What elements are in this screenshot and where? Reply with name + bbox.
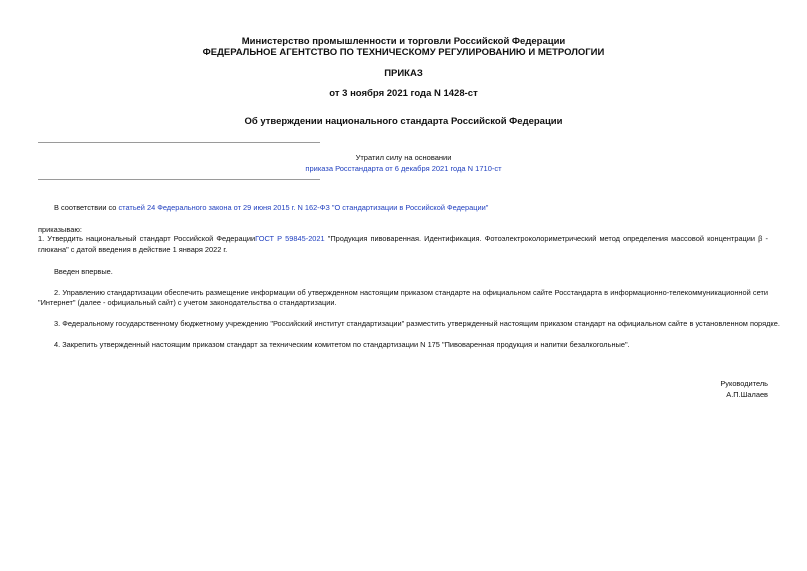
beta-symbol: β [758, 234, 763, 243]
ministry-heading: Министерство промышленности и торговли Российской Федерации [241, 36, 566, 47]
agency-heading: ФЕДЕРАЛЬНОЕ АГЕНТСТВО ПО ТЕХНИЧЕСКОМУ РЕГУЛИРОВАНИЮ И МЕТРОЛОГИИ [202, 47, 605, 58]
item2-line2: "Интернет" (далее - официальный сайт) с учетом законодательства о стандартизации. [38, 298, 337, 307]
introduced-note: Введен впервые. [54, 267, 113, 276]
item2-line1: 2. Управлению стандартизации обеспечить размещение информации об утвержденном настоящим приказом стандарте на официальном сайте Росстандарта в информационно-телекоммуникационной сети [54, 288, 768, 297]
order-word: приказываю: [38, 225, 82, 234]
item1-suffix: "Продукция пивоваренная. Идентификация. Фотоэлектроколориметрический метод определения массовой концентрации [327, 234, 756, 243]
document-title: Об утверждении национального стандарта Российской Федерации [244, 116, 563, 127]
item3-paragraph: 3. Федеральному государственному бюджетному учреждению "Российский институт стандартизации" разместить утвержденный настоящим приказом стандарт на официальном сайте в установленном порядке. [54, 319, 780, 328]
document-date-number: от 3 ноября 2021 года N 1428-ст [329, 88, 478, 99]
gost-link[interactable]: ГОСТ Р 59845-2021 [255, 234, 325, 243]
item1-prefix: 1. Утвердить национальный стандарт Российской Федерации [38, 234, 256, 243]
separator-top [38, 142, 320, 143]
item1-dash: - [765, 234, 768, 243]
status-note-text: Утратил силу на основании [355, 153, 452, 162]
signatory-name: А.П.Шалаев [726, 390, 768, 399]
status-note-line [0, 163, 807, 174]
item1-line1 [38, 233, 768, 244]
repeal-order-link[interactable]: приказа Росстандарта от 6 декабря 2021 года N 1710-ст [305, 164, 502, 173]
item1-line2: глюкана" с датой введения в действие 1 января 2022 г. [38, 245, 228, 254]
intro-paragraph [54, 202, 488, 213]
item4-paragraph: 4. Закрепить утвержденный настоящим приказом стандарт за техническим комитетом по стандартизации N 175 "Пивоваренная продукция и напитки безалкогольные". [54, 340, 630, 349]
signatory-position: Руководитель [720, 379, 768, 388]
document-type: ПРИКАЗ [384, 68, 423, 79]
federal-law-link[interactable]: статьей 24 Федерального закона от 29 июня 2015 г. N 162-ФЗ "О стандартизации в Российской Федерации" [118, 203, 489, 212]
separator-bottom [38, 179, 320, 180]
intro-prefix: В соответствии со [54, 203, 119, 212]
